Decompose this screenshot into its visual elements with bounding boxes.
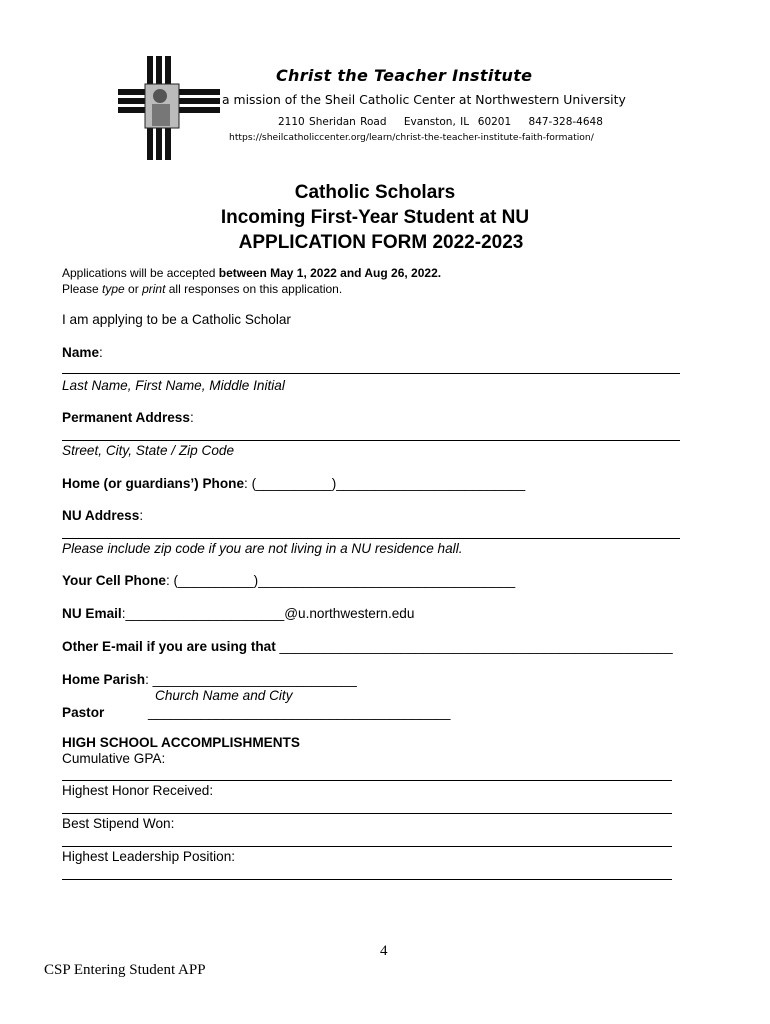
gpa-label: Cumulative GPA: [62,751,166,766]
pastor-field[interactable]: ________________________________________ [148,705,451,720]
instructions-print: print [142,282,166,296]
nu-email-row [62,606,414,621]
home-phone-row [62,476,525,491]
leadership-field[interactable] [62,879,672,880]
instructions-prefix: Applications will be accepted [62,266,219,280]
page-number: 4 [380,943,388,959]
gpa-field[interactable] [62,780,672,781]
instructions-line2 [62,282,342,296]
address-label-row [62,410,194,425]
home-parish-label: Home Parish [62,672,146,687]
honor-field[interactable] [62,813,672,814]
colon: : [189,410,194,425]
high-school-heading: HIGH SCHOOL ACCOMPLISHMENTS [62,735,300,750]
instructions-text: all responses on this application. [165,282,343,296]
home-parish-field[interactable]: : ___________________________ [145,672,357,687]
instructions-dates: between May 1, 2022 and Aug 26, 2022. [218,266,442,280]
honor-label: Highest Honor Received: [62,783,214,798]
colon: : [139,508,144,523]
stipend-label: Best Stipend Won: [62,816,175,831]
form-title-line2: Incoming First-Year Student at NU [220,207,530,228]
address-label: Permanent Address [62,410,190,425]
instructions-line1 [62,266,441,280]
form-title-line3: APPLICATION FORM 2022-2023 [238,232,524,253]
name-field[interactable] [62,373,680,374]
applying-statement: I am applying to be a Catholic Scholar [62,312,291,327]
form-title-line1: Catholic Scholars [294,182,456,203]
name-label: Name [62,345,100,360]
nu-address-label-row [62,508,143,523]
nu-email-field[interactable]: :_____________________@u.northwestern.edu [121,606,415,621]
cell-phone-row [62,573,515,588]
other-email-label: Other E-mail if you are using that [62,639,276,654]
institute-title: Christ the Teacher Institute [276,66,533,85]
home-phone-field[interactable]: : (__________)_________________________ [244,476,526,491]
nu-address-hint: Please include zip code if you are not living in a NU residence hall. [62,541,463,556]
address-field[interactable] [62,440,680,441]
home-phone-label: Home (or guardians’) Phone [62,476,245,491]
footer-text: CSP Entering Student APP [44,962,206,978]
cell-phone-field[interactable]: : (__________)__________________________________ [165,573,516,588]
other-email-field[interactable]: ____________________________________________________ [275,639,673,654]
institute-address: 2110 Sheridan Road Evanston, IL 60201 847-328-4648 [278,116,603,128]
pastor-label: Pastor [62,705,105,720]
colon: : [99,345,103,360]
other-email-row [62,639,673,654]
name-hint: Last Name, First Name, Middle Initial [62,378,285,393]
nu-email-label: NU Email [62,606,122,621]
institute-mission: a mission of the Sheil Catholic Center at Northwestern University [222,92,626,107]
name-label-row [62,345,103,360]
instructions-type: type [102,282,125,296]
cross-logo-icon [118,56,220,160]
cell-phone-label: Your Cell Phone [62,573,166,588]
nu-address-field[interactable] [62,538,680,539]
address-hint: Street, City, State / Zip Code [62,443,235,458]
leadership-label: Highest Leadership Position: [62,849,236,864]
stipend-field[interactable] [62,846,672,847]
nu-address-label: NU Address [62,508,140,523]
instructions-text: Please [62,282,103,296]
home-parish-row [62,672,357,687]
home-parish-hint: Church Name and City [155,688,293,703]
institute-url: https://sheilcatholiccenter.org/learn/christ-the-teacher-institute-faith-formation/ [229,132,594,143]
instructions-text: or [124,282,143,296]
